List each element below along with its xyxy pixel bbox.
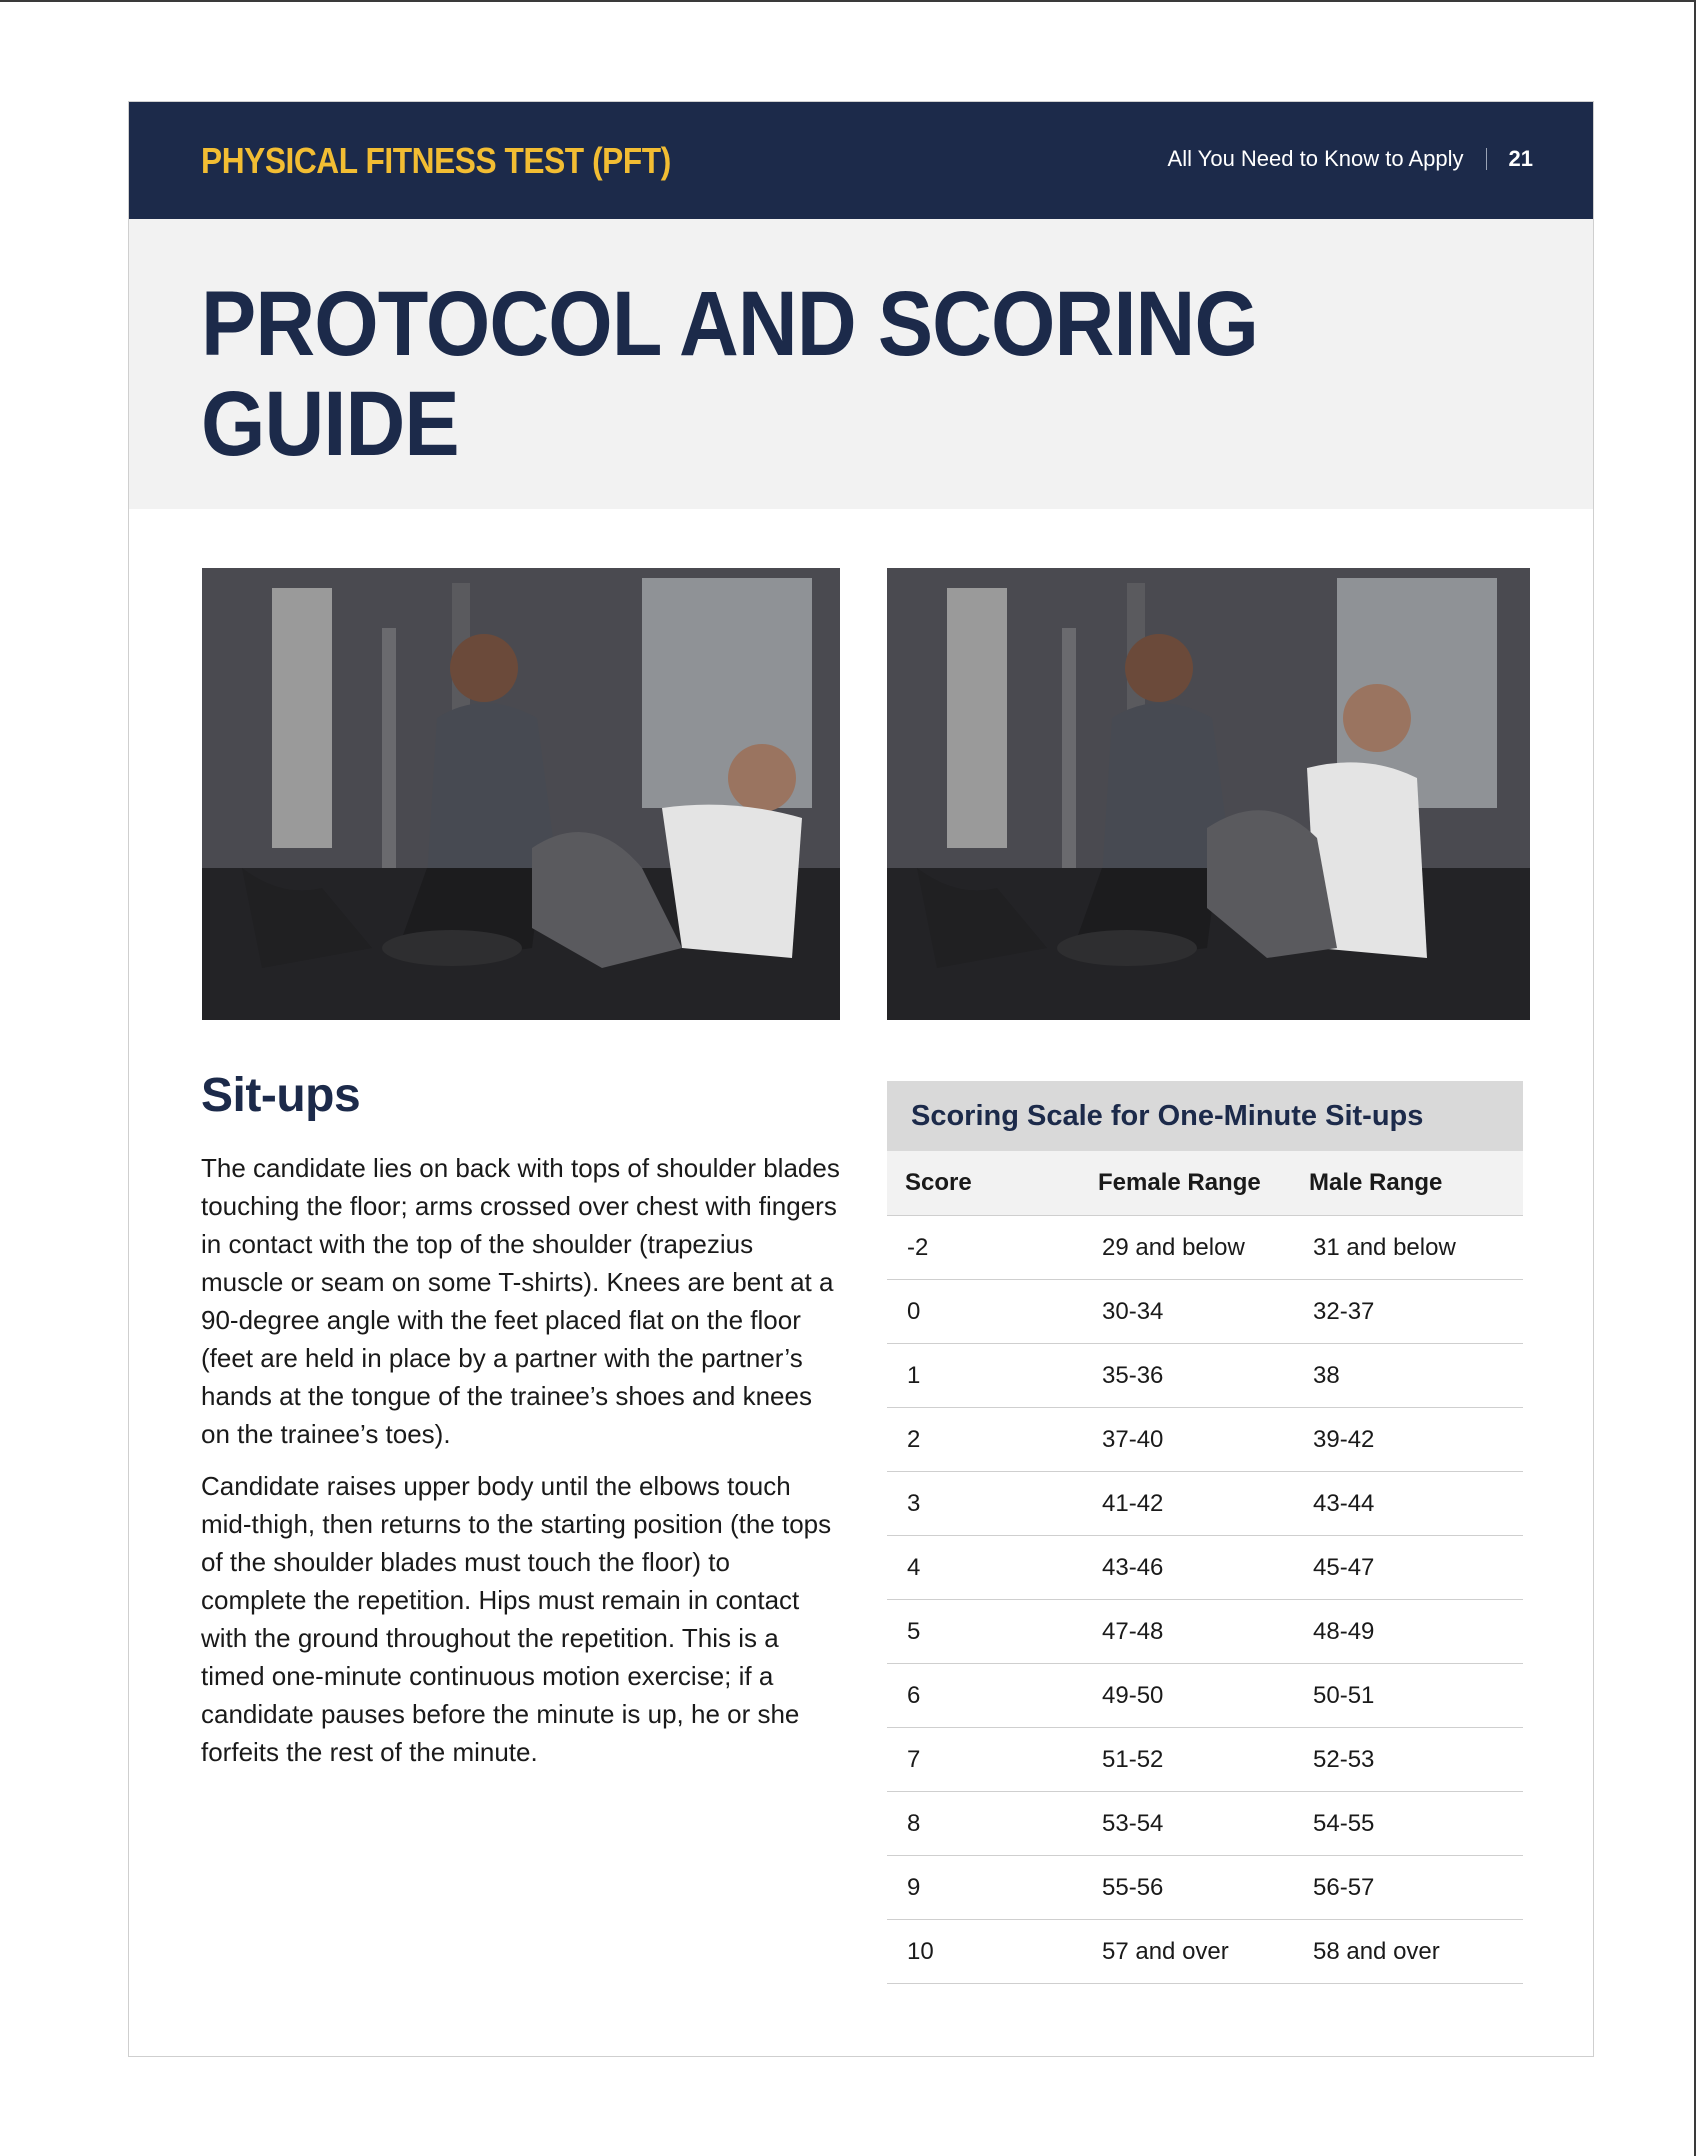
title-band (129, 219, 1593, 509)
cell-male-range: 32-37 (1313, 1297, 1375, 1325)
table-row (887, 1792, 1523, 1856)
photo-situp-down (202, 568, 840, 1020)
cell-female-range: 55-56 (1102, 1873, 1164, 1901)
cell-male-range: 56-57 (1313, 1873, 1375, 1901)
cell-score: 1 (907, 1361, 921, 1389)
column-header-male: Male Range (1309, 1169, 1443, 1196)
table-row (887, 1344, 1523, 1408)
document-page (128, 101, 1594, 2057)
cell-score: -2 (907, 1233, 929, 1261)
header-divider (1486, 148, 1487, 170)
cell-female-range: 57 and over (1102, 1937, 1229, 1965)
cell-female-range: 35-36 (1102, 1361, 1164, 1389)
cell-score: 9 (907, 1873, 921, 1901)
cell-male-range: 48-49 (1313, 1617, 1375, 1645)
photo-situp-up (887, 568, 1530, 1020)
cell-male-range: 38 (1313, 1361, 1340, 1389)
column-header-female: Female Range (1098, 1169, 1261, 1196)
section-title: PHYSICAL FITNESS TEST (PFT) (201, 140, 671, 181)
table-row (887, 1728, 1523, 1792)
cell-score: 7 (907, 1745, 921, 1773)
cell-male-range: 39-42 (1313, 1425, 1375, 1453)
table-row (887, 1216, 1523, 1280)
cell-female-range: 53-54 (1102, 1809, 1164, 1837)
section-heading: Sit-ups (201, 1069, 361, 1122)
table-row (887, 1472, 1523, 1536)
table-row (887, 1280, 1523, 1344)
cell-score: 6 (907, 1681, 921, 1709)
cell-female-range: 41-42 (1102, 1489, 1164, 1517)
header-right (1168, 146, 1533, 172)
cell-score: 8 (907, 1809, 921, 1837)
cell-male-range: 54-55 (1313, 1809, 1375, 1837)
cell-female-range: 30-34 (1102, 1297, 1164, 1325)
cell-female-range: 47-48 (1102, 1617, 1164, 1645)
photo-situp-up-illustration (887, 568, 1530, 1020)
cell-male-range: 45-47 (1313, 1553, 1375, 1581)
page-title-line-1: PROTOCOL AND SCORING (201, 273, 1258, 375)
table-row (887, 1408, 1523, 1472)
body-paragraph-1: The candidate lies on back with tops of shoulder blades touching the floor; arms crossed over chest with fingers in contact with the top of the shoulder (trapezius muscle or seam on some T-shirts). Knees are bent at a 90-degree angle with the feet placed flat on the floor (feet are held in place by a partner with the partner’s hands at the tongue of the trainee’s shoes and knees on the trainee’s toes). (201, 1153, 840, 1449)
body-paragraph-2: Candidate raises upper body until the elbows touch mid-thigh, then returns to the starting position (the tops of the shoulder blades must touch the floor) to complete the repetition. Hips must remain in contact with the ground throughout the repetition. This is a timed one-minute continuous motion exercise; if a candidate pauses before the minute is up, he or she forfeits the rest of the minute. (201, 1471, 832, 1767)
page-number: 21 (1508, 146, 1533, 171)
cell-score: 10 (907, 1937, 934, 1965)
cell-score: 5 (907, 1617, 921, 1645)
table-row (887, 1920, 1523, 1984)
cell-score: 2 (907, 1425, 921, 1453)
cell-female-range: 37-40 (1102, 1425, 1164, 1453)
page-title (201, 274, 1281, 474)
scan-edge-top (0, 0, 1696, 2)
cell-score: 3 (907, 1489, 921, 1517)
table-caption: Scoring Scale for One-Minute Sit-ups (887, 1081, 1523, 1151)
scoring-table (887, 1081, 1523, 1984)
column-header-score: Score (905, 1169, 972, 1196)
cell-female-range: 43-46 (1102, 1553, 1164, 1581)
cell-female-range: 49-50 (1102, 1681, 1164, 1709)
cell-score: 4 (907, 1553, 921, 1581)
cell-male-range: 43-44 (1313, 1489, 1375, 1517)
photo-situp-down-illustration (202, 568, 840, 1020)
cell-score: 0 (907, 1297, 921, 1325)
cell-male-range: 52-53 (1313, 1745, 1375, 1773)
guide-label: All You Need to Know to Apply (1167, 146, 1464, 171)
cell-male-range: 31 and below (1313, 1233, 1456, 1261)
header-bar (129, 102, 1593, 219)
cell-female-range: 51-52 (1102, 1745, 1164, 1773)
cell-female-range: 29 and below (1102, 1233, 1245, 1261)
table-row (887, 1856, 1523, 1920)
table-header (887, 1151, 1523, 1216)
cell-male-range: 58 and over (1313, 1937, 1440, 1965)
table-row (887, 1664, 1523, 1728)
page-title-line-2: GUIDE (201, 373, 459, 475)
cell-male-range: 50-51 (1313, 1681, 1375, 1709)
table-row (887, 1536, 1523, 1600)
table-row (887, 1600, 1523, 1664)
